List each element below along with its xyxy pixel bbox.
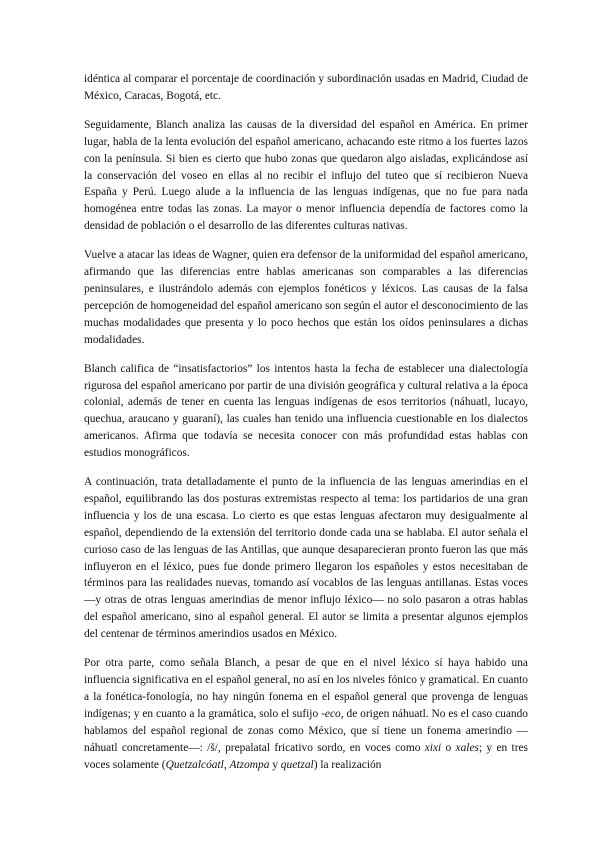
paragraph-6-italic-term: Atzompa: [229, 758, 270, 771]
paragraph-6-italic-term: xales: [455, 741, 479, 754]
paragraph-1: idéntica al comparar el porcentaje de coordinación y subordinación usadas en Madrid, Ciudad de México, Caracas, Bogotá, etc.: [84, 73, 528, 102]
paragraph-6-segment: Por otra parte, como señala Blanch, a pesar de que en el nivel léxico sí haya habido una influencia significativa en el español general, no así en los niveles fónico y gramatical. En cuanto a la fonética-fonología, no hay ningún fonema en el español general que provenga de lenguas indígenas; y en cuanto a la gramática, solo el sufijo: [84, 657, 528, 720]
paragraph-6-segment: , de origen náhuatl. No es el caso cuando hablamos del español regional de zonas como México, que sí tiene un fonema amerindio —náhuatl concretamente—: /š/, prepalatal fricativo sordo, en voces como: [84, 707, 528, 754]
paragraph-6-italic-term: -eco: [321, 707, 341, 720]
paragraph-6-segment: y: [269, 758, 281, 771]
paragraph-2: Seguidamente, Blanch analiza las causas de la diversidad del español en América. En primer lugar, habla de la lenta evolución del español americano, achacando este ritmo a los fuertes lazos con la península. Si bien es cierto que hubo zonas que quedaron algo aisladas, explicándose así la conservación del voseo en ellas al no recibir el influjo del tuteo que sí recibieron Nueva España y Perú. Luego alude a la influencia de las lenguas indígenas, que no fue para nada homogénea entre todas las zonas. La mayor o menor influencia dependía de factores como la densidad de población o el desarrollo de las diferentes culturas nativas.: [84, 118, 528, 233]
paragraph-6-italic-term: quetzal: [280, 758, 314, 771]
paragraph-5: A continuación, trata detalladamente el punto de la influencia de las lenguas amerindias en el español, equilibrando las dos posturas extremistas respecto al tema: los partidarios de una gran influencia y los de una escasa. Lo cierto es que estas lenguas afectaron muy desigualmente al español, dependiendo de la extensión del territorio donde cada una se hablaba. El autor señala el curioso caso de las lenguas de las Antillas, que aunque desaparecieran pronto fueron las que más influyeron en el léxico, pues fue donde primero llegaron los españoles y estos necesitaban de términos para las realidades nuevas, tomando así vocablos de las lenguas antillanas. Estas voces —y otras de otras lenguas amerindias de menor influjo léxico— no solo pasaron a otras hablas del español americano, sino al español general. El autor se limita a presentar algunos ejemplos del centenar de términos amerindios usados en México.: [84, 476, 528, 641]
paragraph-4: Blanch califica de “insatisfactorios” los intentos hasta la fecha de establecer una dialectología rigurosa del español americano por partir de una división geográfica y cultural relativa a la época colonial, además de tener en cuenta las lenguas indígenas de esos territorios (náhuatl, lucayo, quechua, araucano y guaraní), las cuales han tenido una influencia cuestionable en los dialectos americanos. Afirma que todavía se necesita conocer con más profundidad estas hablas con estudios monográficos.: [84, 362, 528, 460]
paragraph-6-segment: ; y en tres voces solamente (: [84, 741, 528, 771]
paragraph-6: [84, 655, 528, 773]
paragraph-3: Vuelve a atacar las ideas de Wagner, quien era defensor de la uniformidad del español americano, afirmando que las diferencias entre hablas americanas son comparables a las diferencias peninsulares, e ilustrándolo además con ejemplos fonéticos y léxicos. Las causas de la falsa percepción de homogeneidad del español americano son según el autor el desconocimiento de las muchas modalidades que presenta y lo poco hechos que están los oídos peninsulares a dichas modalidades.: [84, 249, 528, 346]
paragraph-6-segment: ,: [223, 758, 230, 771]
document-body: [84, 71, 528, 785]
paragraph-6-italic-term: xixi: [424, 741, 442, 754]
paragraph-6-segment: ) la realización: [313, 758, 382, 771]
paragraph-6-segment: o: [441, 741, 456, 754]
paragraph-6-italic-term: Quetzalcóatl: [165, 758, 224, 771]
